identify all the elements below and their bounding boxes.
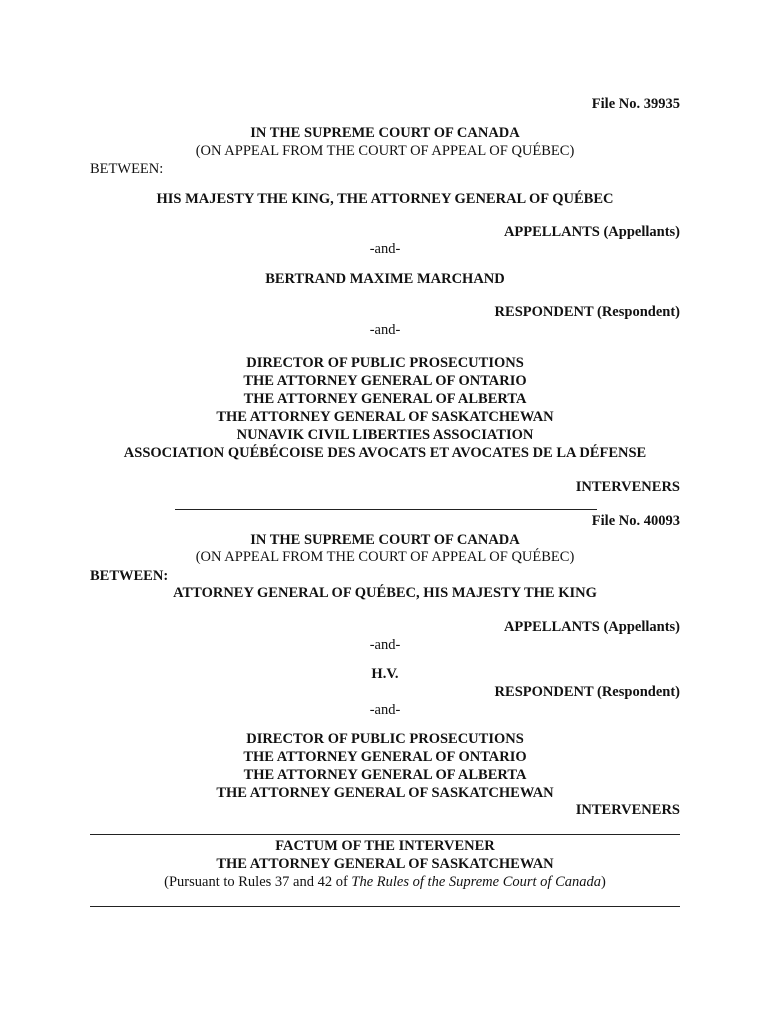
and-separator: -and- bbox=[369, 241, 401, 257]
respondent-role: RESPONDENT (Respondent) bbox=[494, 684, 680, 700]
between-label: BETWEEN: bbox=[90, 161, 164, 177]
factum-title: FACTUM OF THE INTERVENER bbox=[275, 838, 495, 854]
rules-suffix: ) bbox=[601, 874, 606, 890]
and-separator: -and- bbox=[369, 702, 401, 718]
intervener-name: THE ATTORNEY GENERAL OF ALBERTA bbox=[243, 767, 527, 783]
section-divider bbox=[90, 834, 680, 835]
appellants-role: APPELLANTS (Appellants) bbox=[503, 619, 680, 635]
interveners-role: INTERVENERS bbox=[575, 479, 680, 495]
appellants-names: HIS MAJESTY THE KING, THE ATTORNEY GENERAL OF QUÉBEC bbox=[156, 191, 614, 207]
factum-party: THE ATTORNEY GENERAL OF SASKATCHEWAN bbox=[216, 856, 554, 872]
intervener-name: THE ATTORNEY GENERAL OF ALBERTA bbox=[243, 391, 527, 407]
intervener-name: THE ATTORNEY GENERAL OF ONTARIO bbox=[243, 373, 527, 389]
intervener-name: NUNAVIK CIVIL LIBERTIES ASSOCIATION bbox=[236, 427, 534, 443]
appeal-from: (ON APPEAL FROM THE COURT OF APPEAL OF QUÉBEC) bbox=[195, 549, 575, 565]
interveners-role: INTERVENERS bbox=[575, 802, 680, 818]
file-number: File No. 40093 bbox=[591, 513, 680, 529]
respondent-name: H.V. bbox=[371, 666, 399, 682]
intervener-name: THE ATTORNEY GENERAL OF SASKATCHEWAN bbox=[216, 409, 554, 425]
intervener-name: THE ATTORNEY GENERAL OF ONTARIO bbox=[243, 749, 527, 765]
court-heading: IN THE SUPREME COURT OF CANADA bbox=[250, 532, 520, 548]
rules-title: The Rules of the Supreme Court of Canada bbox=[351, 874, 601, 890]
appellants-role: APPELLANTS (Appellants) bbox=[503, 224, 680, 240]
intervener-name: DIRECTOR OF PUBLIC PROSECUTIONS bbox=[246, 731, 524, 747]
factum-rules-line bbox=[0, 873, 770, 891]
section-divider bbox=[175, 509, 597, 510]
section-divider bbox=[90, 906, 680, 907]
appellants-names: ATTORNEY GENERAL OF QUÉBEC, HIS MAJESTY THE KING bbox=[173, 585, 597, 601]
intervener-name: THE ATTORNEY GENERAL OF SASKATCHEWAN bbox=[216, 785, 554, 801]
intervener-name: DIRECTOR OF PUBLIC PROSECUTIONS bbox=[246, 355, 524, 371]
and-separator: -and- bbox=[369, 322, 401, 338]
rules-prefix: (Pursuant to Rules 37 and 42 of bbox=[164, 874, 352, 890]
between-label: BETWEEN: bbox=[90, 568, 169, 584]
and-separator: -and- bbox=[369, 637, 401, 653]
appeal-from: (ON APPEAL FROM THE COURT OF APPEAL OF QUÉBEC) bbox=[195, 143, 575, 159]
court-heading: IN THE SUPREME COURT OF CANADA bbox=[250, 125, 520, 141]
intervener-name: ASSOCIATION QUÉBÉCOISE DES AVOCATS ET AVOCATES DE LA DÉFENSE bbox=[123, 445, 647, 461]
respondent-role: RESPONDENT (Respondent) bbox=[494, 304, 680, 320]
file-number: File No. 39935 bbox=[591, 96, 680, 112]
respondent-name: BERTRAND MAXIME MARCHAND bbox=[265, 271, 505, 287]
